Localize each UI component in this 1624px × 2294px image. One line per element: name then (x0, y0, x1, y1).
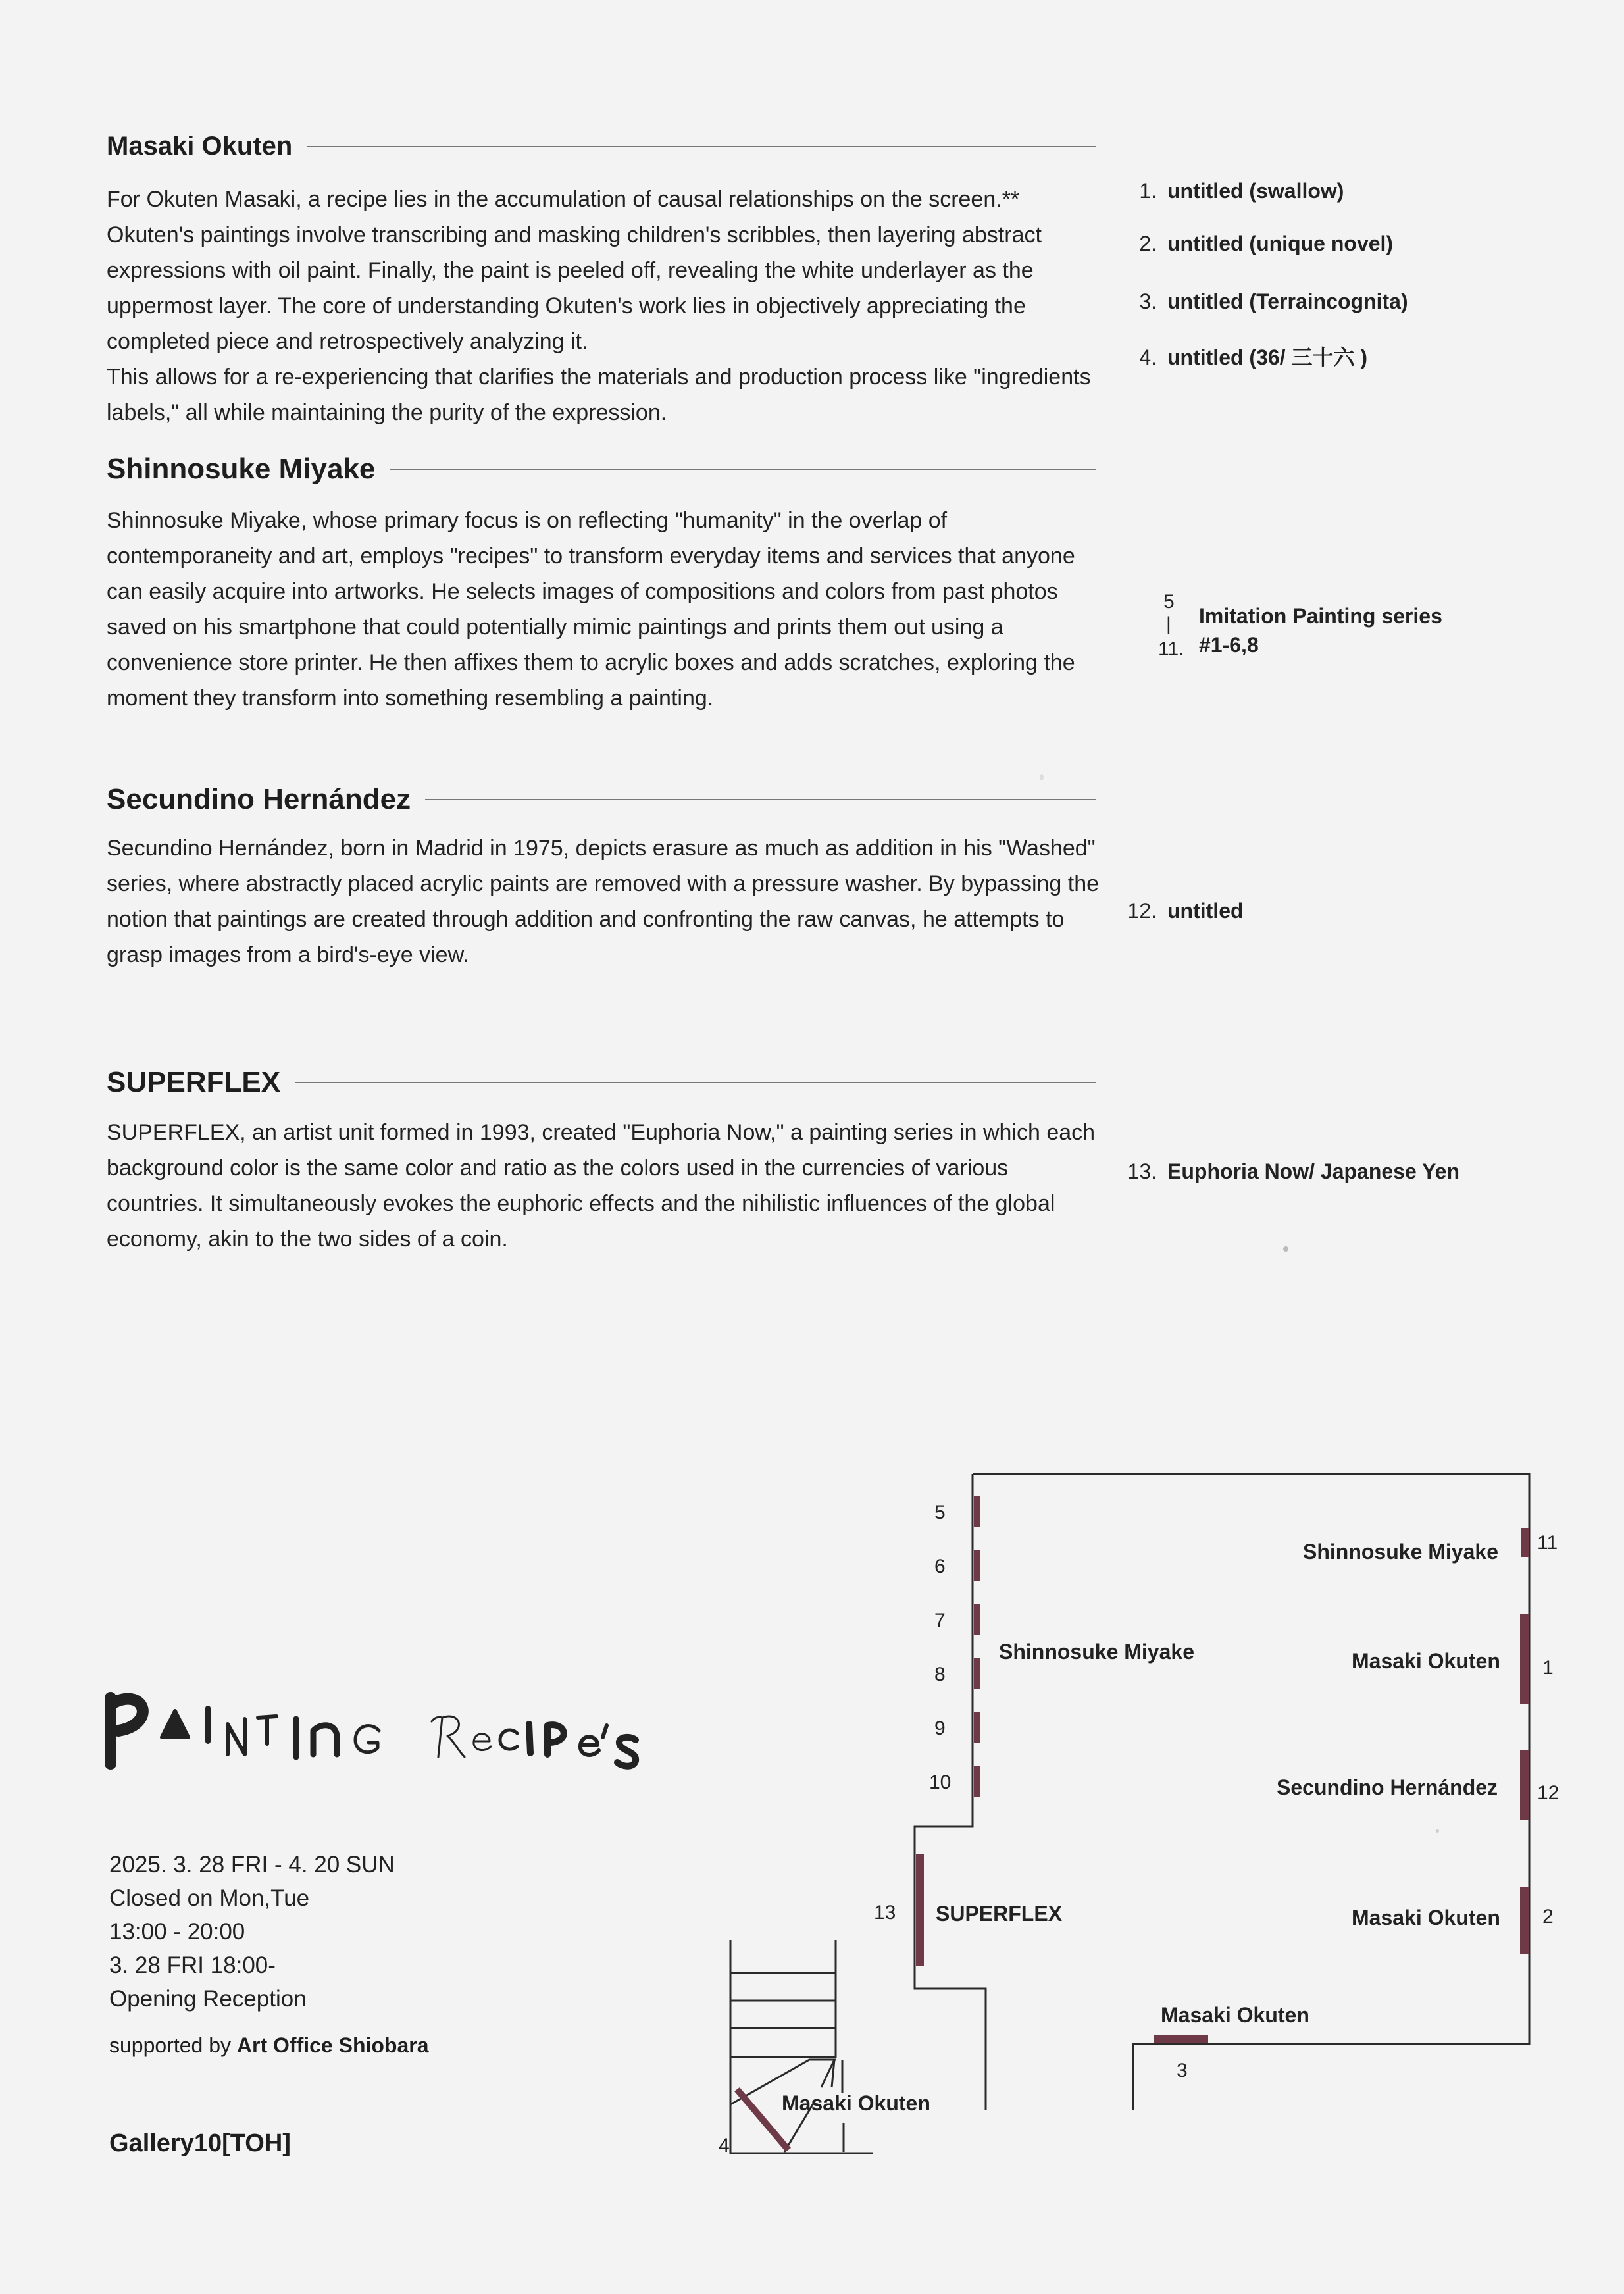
plan-number: 8 (934, 1664, 946, 1685)
gallery-name: Gallery10[TOH] (109, 2129, 291, 2157)
artwork-marker-10 (974, 1766, 980, 1797)
plan-label-okuten-3: Masaki Okuten (1161, 2003, 1309, 2027)
work-title: untitled (swallow) (1167, 179, 1344, 203)
work-title-sub: #1-6,8 (1199, 633, 1259, 657)
paragraph: This allows for a re-experiencing that clarifies the materials and production process like "ingredients labels," all while maintaining the purity of the expression. (107, 365, 1091, 425)
artwork-marker-8 (974, 1658, 980, 1689)
plan-number: 4 (719, 2135, 730, 2156)
plan-label-superflex: SUPERFLEX (936, 1902, 1063, 1925)
artist-name: SUPERFLEX (107, 1066, 281, 1098)
plan-number: 3 (1177, 2060, 1188, 2081)
work-number: 13. (1127, 1160, 1157, 1183)
artist-name: Secundino Hernández (107, 783, 411, 815)
work-number: 1. (1139, 179, 1157, 203)
work-number: 3. (1139, 290, 1157, 313)
plan-label-okuten-1: Masaki Okuten (1352, 1649, 1500, 1673)
work-title: untitled (unique novel) (1167, 232, 1394, 255)
work-title: untitled (36/ 三十六 ) (1167, 345, 1368, 369)
work-number-range-separator: | (1166, 613, 1171, 635)
plan-number: 7 (934, 1610, 946, 1631)
plan-label-okuten-4: Masaki Okuten (782, 2091, 930, 2115)
exhibition-dates: 2025. 3. 28 FRI - 4. 20 SUN (109, 1852, 395, 1877)
opening-hours: 13:00 - 20:00 (109, 1919, 245, 1945)
artwork-marker-9 (974, 1712, 980, 1743)
plan-label-hernandez: Secundino Hernández (1277, 1775, 1498, 1799)
paper-speck (1436, 1829, 1439, 1833)
plan-number: 6 (934, 1556, 946, 1577)
staircase-turn (821, 2060, 842, 2093)
plan-number: 11 (1537, 1532, 1558, 1554)
artist-name: Shinnosuke Miyake (107, 453, 376, 485)
plan-label-miyake-left: Shinnosuke Miyake (999, 1640, 1194, 1664)
supporter-name: Art Office Shiobara (236, 2033, 429, 2057)
work-number: 4. (1139, 345, 1157, 369)
work-title: Euphoria Now/ Japanese Yen (1167, 1160, 1459, 1183)
reception-label: Opening Reception (109, 1986, 307, 2012)
artwork-marker-12 (1520, 1750, 1529, 1820)
plan-number: 13 (874, 1902, 896, 1924)
artwork-marker-7 (974, 1604, 980, 1635)
plan-label-miyake-right: Shinnosuke Miyake (1303, 1540, 1498, 1564)
plan-number: 1 (1542, 1657, 1554, 1679)
work-number-range-end: 11. (1158, 638, 1184, 660)
work-number-range-start: 5 (1163, 591, 1175, 613)
artwork-marker-13 (916, 1854, 924, 1966)
artwork-marker-6 (974, 1550, 980, 1581)
work-number: 2. (1139, 232, 1157, 255)
staircase-steps (730, 1973, 836, 2057)
reception-date: 3. 28 FRI 18:00- (109, 1952, 276, 1978)
artwork-marker-3 (1154, 2035, 1208, 2043)
plan-label-okuten-2: Masaki Okuten (1352, 1906, 1500, 1929)
paragraph: For Okuten Masaki, a recipe lies in the accumulation of causal relationships on the screen.** Okuten's paintings involve transcribing and masking children's scribbles, then layering abstract expressions with oil paint. Finally, the paint is peeled off, revealing the white underlayer as the uppermost layer. The core of understanding Okuten's work lies in objectively appreciating the completed piece and retrospectively analyzing it. (107, 187, 1042, 354)
support-prefix: supported by (109, 2033, 237, 2057)
paragraph: Shinnosuke Miyake, whose primary focus is on reflecting "humanity" in the overlap of contemporaneity and art, employs "recipes" to transform everyday items and services that anyone can easily acquire into artworks. He selects images of compositions and colors from past photos saved on his smartphone that could potentially mimic paintings and prints them out using a convenience store printer. He then affixes them to acrylic boxes and adds scratches, exploring the moment they transform into something resembling a painting. (107, 508, 1075, 711)
artwork-marker-1 (1520, 1614, 1529, 1704)
work-title: untitled (1167, 899, 1244, 923)
plan-number: 10 (929, 1771, 952, 1793)
paper-speck (1040, 774, 1044, 780)
work-title: untitled (Terraincognita) (1167, 290, 1408, 313)
artwork-marker-2 (1520, 1887, 1529, 1954)
paragraph: Secundino Hernández, born in Madrid in 1975, depicts erasure as much as addition in his "Washed" series, where abstractly placed acrylic paints are removed with a pressure washer. By bypassing the notion that paintings are created through addition and confronting the raw canvas, he attempts to grasp images from a bird's-eye view. (107, 836, 1100, 967)
plan-number: 5 (934, 1502, 946, 1523)
plan-number: 2 (1542, 1906, 1554, 1927)
closed-days: Closed on Mon,Tue (109, 1885, 310, 1911)
work-title: Imitation Painting series (1199, 604, 1442, 628)
artwork-marker-11 (1521, 1528, 1529, 1557)
plan-number: 9 (934, 1718, 946, 1739)
paragraph: SUPERFLEX, an artist unit formed in 1993, created "Euphoria Now," a painting series in which each background color is the same color and ratio as the colors used in the currencies of various countries. It simultaneously evokes the euphoric effects and the nihilistic influences of the global economy, akin to the two sides of a coin. (107, 1120, 1096, 1252)
work-number: 12. (1127, 899, 1157, 923)
paper-speck (1283, 1246, 1288, 1252)
artwork-marker-5 (974, 1496, 980, 1527)
artist-name: Masaki Okuten (107, 132, 293, 161)
plan-number: 12 (1537, 1782, 1560, 1804)
